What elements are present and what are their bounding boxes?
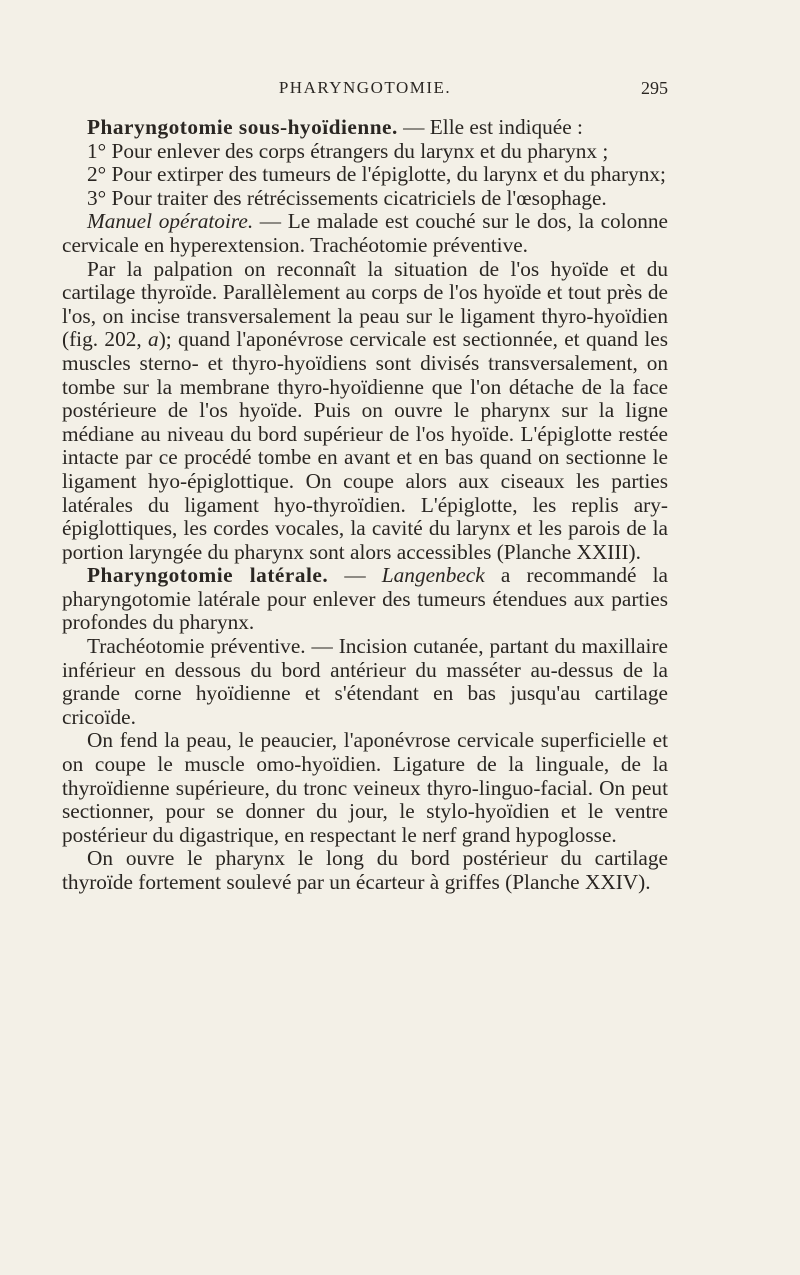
palpation-text-end: ); quand l'aponévrose cervicale est sectionnée, et quand les muscles sterno- et thyro-hyoïdiens sont divisés transversalement, on tombe sur la membrane thyro-hyoïdienne que l'on détache de la face postérieure de l'os hyoïde. Puis on ouvre le pharynx sur la ligne médiane au niveau du bord supérieur de l'os hyoïde. L'épiglotte restée intacte par ce procédé tombe en avant et en bas quand on sectionne le ligament hyo-épiglottique. On coupe alors aux ciseaux les parties latérales du ligament hyo-thyroïdien. L'épiglotte, les replis ary-épiglottiques, les cordes vocales, la cavité du larynx et les parois de la portion laryngée du pharynx sont alors accessibles (Planche XXIII). bbox=[62, 327, 668, 564]
palpation-text: Par la palpation on reconnaît la situation de l'os hyoïde et du cartilage thyroïde. Parallèlement au corps de l'os hyoïde et tout près de l'os, on incise transversalement la peau sur le ligament thyro-hyoïdien (fig. 202, bbox=[62, 256, 668, 352]
indication-item-2: 2° Pour extirper des tumeurs de l'épiglotte, du larynx et du pharynx; bbox=[87, 162, 666, 187]
section-heading-sous-hyoidienne: Pharyngotomie sous-hyoïdienne. bbox=[87, 115, 398, 139]
dash: — bbox=[328, 563, 382, 588]
section-sous-hyoidienne-intro bbox=[62, 116, 668, 140]
figure-letter: a bbox=[148, 327, 159, 352]
tracheotomie-paragraph: Trachéotomie préventive. — Incision cutanée, partant du maxillaire inférieur en dessous du bord antérieur du masséter au-dessus de la grande corne hyoïdienne et s'étendant en bas jusqu'au cartilage cricoïde. bbox=[62, 634, 668, 729]
indication-item-1: 1° Pour enlever des corps étrangers du larynx et du pharynx ; bbox=[87, 138, 609, 163]
indication-item-3: 3° Pour traiter des rétrécissements cicatriciels de l'œsophage. bbox=[87, 185, 607, 210]
manuel-operatoire-label: Manuel opératoire. bbox=[87, 209, 254, 234]
section-heading-laterale: Pharyngotomie latérale. bbox=[87, 563, 329, 588]
manuel-operatoire-text: — Le malade est couché sur le dos, la colonne cervicale en hyperextension. Trachéotomie préventive. bbox=[62, 209, 668, 257]
intro-text: — Elle est indiquée : bbox=[397, 115, 583, 139]
page-body bbox=[62, 116, 668, 895]
palpation-paragraph bbox=[62, 258, 668, 565]
author-name: Langenbeck bbox=[381, 563, 485, 588]
dissection-paragraph: On fend la peau, le peaucier, l'aponévrose cervicale superficielle et on coupe le muscle omo-hyoïdien. Ligature de la linguale, de la thyroïdienne supérieure, du tronc veineux thyro-linguo-facial. On peut sectionner, pour se donner du jour, le stylo-hyoïdien et le ventre postérieur du digastrique, en respectant le nerf grand hypoglosse. bbox=[62, 728, 668, 847]
laterale-intro-text: a recommandé la pharyngotomie latérale pour enlever des tumeurs étendues aux parties profondes du pharynx. bbox=[62, 563, 668, 635]
ouverture-paragraph: On ouvre le pharynx le long du bord postérieur du cartilage thyroïde fortement soulevé par un écarteur à griffes (Planche XXIV). bbox=[62, 846, 668, 894]
page-header bbox=[62, 78, 668, 102]
page-number: 295 bbox=[641, 78, 668, 98]
running-title: PHARYNGOTOMIE. bbox=[278, 78, 452, 97]
manuel-operatoire-paragraph bbox=[62, 210, 668, 257]
section-laterale-intro bbox=[62, 564, 668, 635]
